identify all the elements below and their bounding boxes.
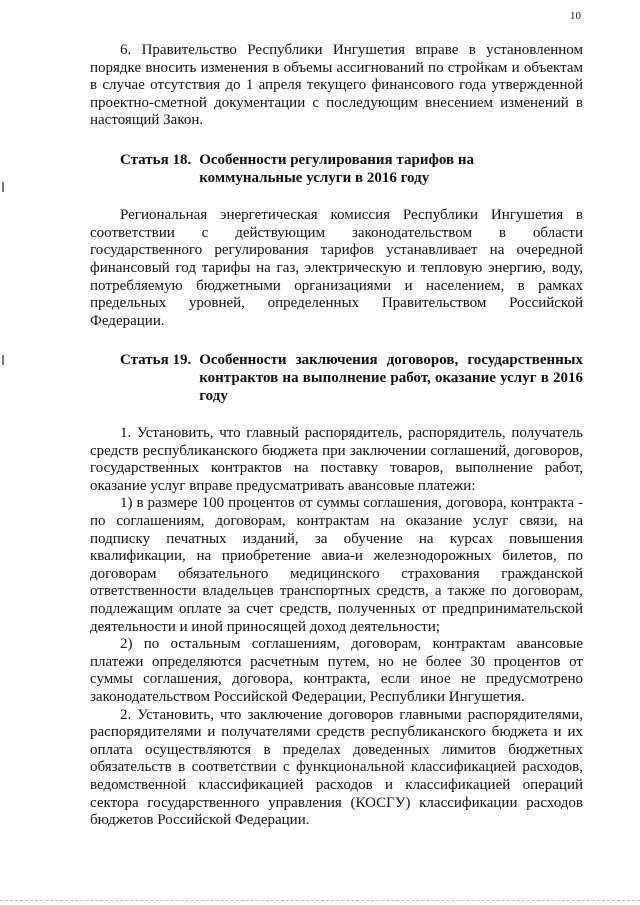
article-19-heading bbox=[90, 352, 583, 405]
article-19-item-1: 1) в размере 100 процентов от суммы соглашения, договора, контракта - по соглашениям, договорам, контрактам на оказание услуг связи, на подписку печатных изданий, за обучение на курсах повышения квалификации, на приобретение авиа-и железнодорожных билетов, по договорам обязательного медицинского страхования гражданской ответственности владельцев транспортных средств, а также по договорам, подлежащим оплате за счет средств, полученных от предпринимательской деятельности и иной приносящей доход деятельности; bbox=[90, 495, 583, 635]
scan-artifact-mark bbox=[2, 355, 4, 365]
page-bottom-edge bbox=[0, 900, 640, 905]
article-18-number: Статья 18. bbox=[120, 151, 192, 168]
scan-artifact-mark bbox=[2, 182, 4, 192]
paragraph-6: 6. Правительство Республики Ингушетия вправе в установленном порядке вносить изменения в объемы ассигнований по стройкам и объектам в случае отсутствия до 1 апреля текущего финансового года утвержденной проектно-сметной документации с последующим внесением изменений в настоящий Закон. bbox=[90, 42, 583, 129]
page-number: 10 bbox=[570, 10, 581, 22]
document-body bbox=[90, 42, 583, 830]
article-18-title: Особенности регулирования тарифов на коммунальные услуги в 2016 году bbox=[199, 151, 474, 186]
article-18-text: Региональная энергетическая комиссия Республики Ингушетия в соответствии с действующим законодательством в области государственного регулирования тарифов устанавливает на очередной финансовый год тарифы на газ, электрическую и тепловую энергию, воду, потребляемую бюджетными организациями и населением, в рамках предельных уровней, определенных Правительством Российской Федерации. bbox=[90, 207, 583, 329]
article-18-heading bbox=[90, 152, 583, 187]
article-19-paragraph-1: 1. Установить, что главный распорядитель, распорядитель, получатель средств республиканского бюджета при заключении соглашений, договоров, государственных контрактов на поставку товаров, выполнение работ, оказание услуг вправе предусматривать авансовые платежи: bbox=[90, 425, 583, 494]
article-19-number: Статья 19. bbox=[120, 352, 192, 369]
article-19-item-2: 2) по остальным соглашениям, договорам, контрактам авансовые платежи определяются расчетным путем, но не более 30 процентов от суммы соглашения, договора, контракта, если иное не предусмотрено законодательством Российской Федерации, Республики Ингушетия. bbox=[90, 636, 583, 705]
article-19-title: Особенности заключения договоров, государственных контрактов на выполнение работ, оказание услуг в 2016 году bbox=[199, 352, 583, 404]
article-19-paragraph-2: 2. Установить, что заключение договоров главными распорядителями, распорядителями и получателями средств республиканского бюджета и их оплата осуществляются в пределах доведенных лимитов бюджетных обязательств в соответствии с функциональной классификацией расходов, ведомственной классификацией расходов и классификацией операций сектора государственного управления (КОСГУ) классификации расходов бюджетов Российской Федерации. bbox=[90, 706, 583, 829]
